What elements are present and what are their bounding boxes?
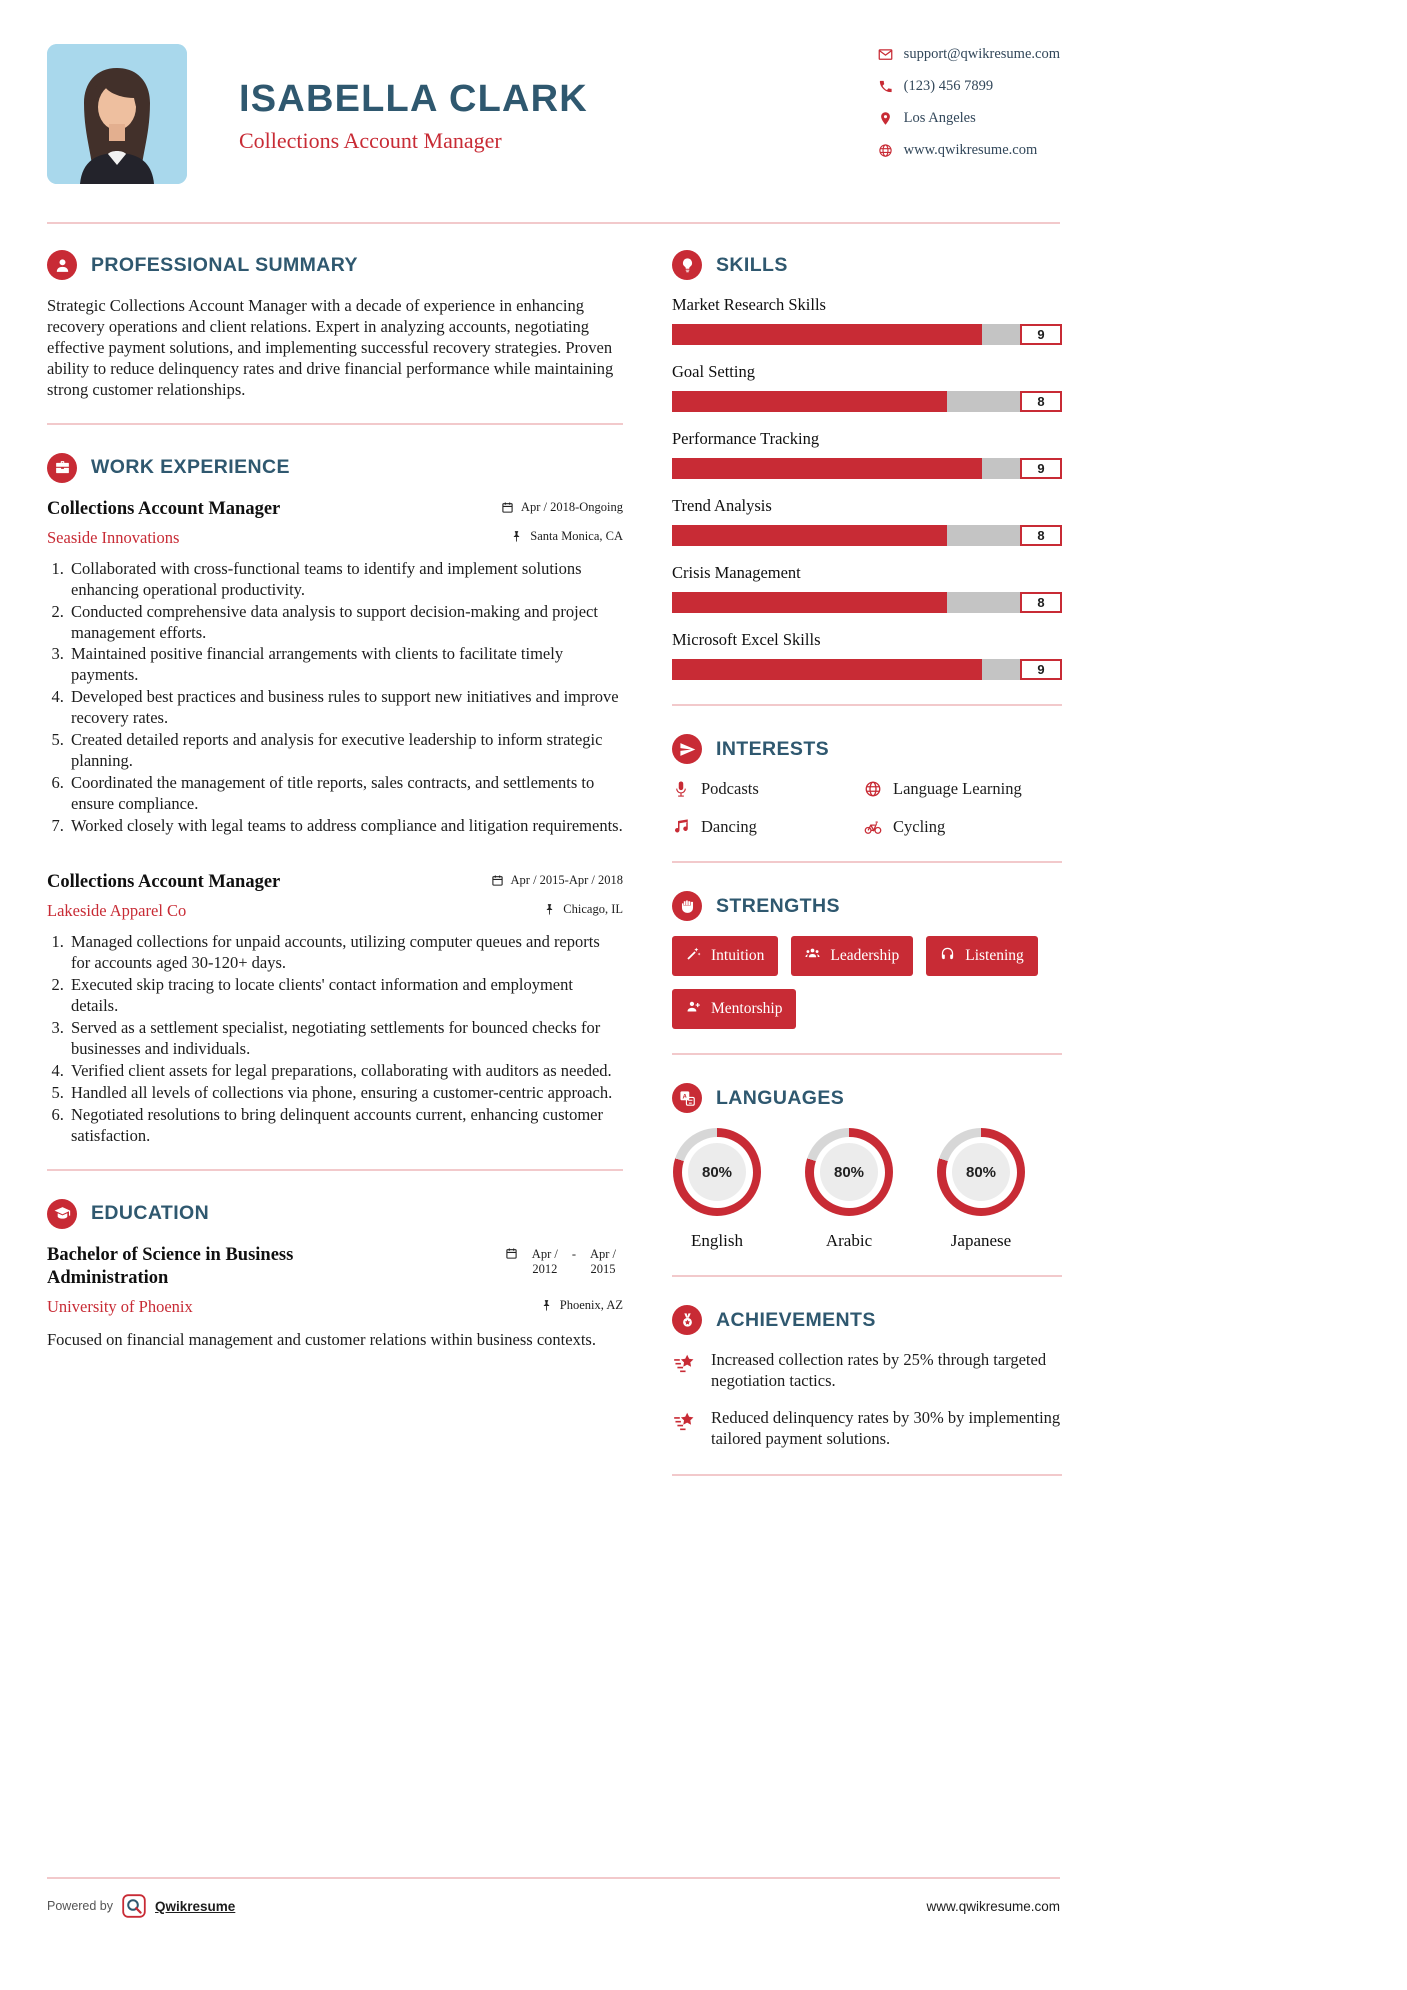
divider — [672, 1474, 1062, 1476]
job-bullet: 4. Verified client assets for legal preparations, collaborating with auditors as needed. — [68, 1061, 623, 1082]
contact-email-text: support@qwikresume.com — [903, 46, 1060, 62]
education-date-to: Apr / 2015 — [589, 1246, 617, 1276]
skill-name: Crisis Management — [672, 563, 801, 582]
job-bullet: 4. Developed best practices and business rules to support new initiatives and improve recovery rates. — [68, 687, 623, 729]
job-entry — [47, 498, 623, 838]
name-block — [239, 44, 588, 154]
contact-location-text: Los Angeles — [903, 110, 976, 126]
job-bullet: 5. Created detailed reports and analysis for executive leadership to inform strategic planning. — [68, 730, 623, 772]
footer — [47, 1877, 1060, 1918]
language-donut-chart — [805, 1128, 893, 1216]
achievement-item — [672, 1408, 1062, 1450]
job-location — [510, 529, 623, 544]
job-bullet: 1. Managed collections for unpaid accounts, utilizing computer queues and reports for accounts aged 30-120+ days. — [68, 932, 623, 974]
calendar-icon — [491, 874, 504, 887]
divider — [672, 704, 1062, 706]
summary-header — [47, 250, 623, 280]
strength-label: Intuition — [711, 947, 765, 964]
briefcase-icon — [47, 453, 77, 483]
skill-score-badge: 9 — [1020, 324, 1062, 345]
job-bullet: 1. Collaborated with cross-functional teams to identify and implement solutions enhancing operational productivity. — [68, 559, 623, 601]
globe-icon — [864, 780, 882, 798]
strength-chip — [672, 936, 778, 976]
job-bullet-list — [47, 559, 623, 837]
section-strengths — [672, 891, 1062, 1029]
job-bullet: 3. Served as a settlement specialist, negotiating settlements for bounced checks for businesses and individuals. — [68, 1018, 623, 1060]
section-education — [47, 1199, 623, 1350]
skill-bar — [672, 592, 1062, 613]
languages-list — [672, 1128, 1062, 1251]
candidate-title: Collections Account Manager — [239, 128, 502, 153]
left-column — [47, 250, 623, 1350]
bicycle-icon — [864, 818, 882, 836]
award-star-icon — [672, 1409, 698, 1435]
section-summary — [47, 250, 623, 401]
skills-heading: SKILLS — [716, 253, 788, 276]
education-school: University of Phoenix — [47, 1296, 193, 1316]
interest-label: Dancing — [701, 817, 757, 836]
header-divider — [47, 222, 1060, 224]
skill-name: Market Research Skills — [672, 295, 826, 314]
achievements-header — [672, 1305, 1062, 1335]
globe-icon — [878, 143, 893, 158]
skill-bar — [672, 391, 1062, 412]
strength-label: Mentorship — [711, 1000, 783, 1017]
strength-label: Listening — [965, 947, 1024, 964]
language-item — [804, 1128, 894, 1251]
language-donut-chart — [937, 1128, 1025, 1216]
section-achievements — [672, 1305, 1062, 1450]
interest-item — [672, 817, 864, 837]
job-bullet: 3. Maintained positive financial arrangements with clients to facilitate timely payments. — [68, 644, 623, 686]
language-name: English — [691, 1231, 743, 1250]
section-experience — [47, 453, 623, 1147]
job-location — [543, 902, 623, 917]
profile-photo-image — [47, 44, 187, 184]
contact-block — [878, 44, 1060, 159]
job-bullet-list — [47, 932, 623, 1147]
profile-photo — [47, 44, 187, 184]
strengths-heading: STRENGTHS — [716, 894, 840, 917]
job-dates — [491, 873, 624, 888]
svg-text:A: A — [682, 1092, 687, 1100]
pushpin-icon — [540, 1299, 553, 1312]
education-location-text: Phoenix, AZ — [559, 1297, 623, 1312]
achievement-text: Reduced delinquency rates by 30% by implementing tailored payment solutions. — [711, 1407, 1061, 1448]
job-company: Seaside Innovations — [47, 527, 180, 547]
strengths-header — [672, 891, 1062, 921]
language-name: Arabic — [825, 1231, 873, 1250]
date-separator: - — [571, 1246, 576, 1261]
strength-chip — [672, 989, 796, 1029]
skill-row — [672, 429, 1062, 479]
users-icon — [805, 946, 820, 966]
job-title: Collections Account Manager — [47, 498, 281, 519]
divider — [672, 1275, 1062, 1277]
job-location-text: Santa Monica, CA — [530, 528, 623, 543]
divider — [672, 861, 1062, 863]
language-item — [936, 1128, 1026, 1251]
summary-text: Strategic Collections Account Manager with a decade of experience in enhancing recovery operations and client relations. Expert in analyzing accounts, negotiating effective payment solutions, and implementing successful recovery strategies. Proven ability to reduce delinquency rates and drive financial performance while maintaining strong customer relationships. — [47, 296, 614, 400]
footer-divider — [47, 1877, 1060, 1879]
job-bullet: 5. Handled all levels of collections via phone, ensuring a customer-centric approach. — [68, 1083, 623, 1104]
contact-phone[interactable] — [878, 78, 1060, 95]
strengths-list — [672, 936, 1062, 1029]
calendar-icon — [505, 1247, 518, 1260]
achievement-text: Increased collection rates by 25% through targeted negotiation tactics. — [711, 1350, 1047, 1390]
interests-heading: INTERESTS — [716, 737, 830, 760]
experience-heading: WORK EXPERIENCE — [91, 456, 290, 479]
achievement-item — [672, 1350, 1062, 1392]
translate-icon — [672, 1083, 702, 1113]
phone-icon — [878, 79, 893, 94]
job-dates-text: Apr / 2018-Ongoing — [520, 499, 623, 514]
award-star-icon — [672, 1351, 698, 1377]
skill-bar-fill — [672, 659, 982, 680]
email-icon — [878, 47, 893, 62]
skill-bar-fill — [672, 592, 947, 613]
languages-heading: LANGUAGES — [716, 1086, 845, 1109]
summary-heading: PROFESSIONAL SUMMARY — [91, 253, 358, 276]
skill-name: Trend Analysis — [672, 496, 772, 515]
interests-list — [672, 779, 1062, 837]
interests-header — [672, 734, 1062, 764]
divider — [47, 1169, 623, 1171]
skill-row — [672, 563, 1062, 613]
education-date-from: Apr / 2012 — [531, 1246, 558, 1276]
qwikresume-logo-icon — [122, 1894, 146, 1918]
skill-name: Microsoft Excel Skills — [672, 630, 821, 649]
skill-score-badge: 8 — [1020, 525, 1062, 546]
interest-item — [864, 779, 1062, 799]
powered-by-block — [47, 1894, 235, 1918]
skills-header — [672, 250, 1062, 280]
magic-wand-icon — [686, 946, 701, 966]
contact-website-text: www.qwikresume.com — [903, 142, 1038, 158]
job-location-text: Chicago, IL — [563, 902, 623, 917]
content-columns — [47, 250, 1060, 1504]
skill-bar — [672, 458, 1062, 479]
fist-icon — [672, 891, 702, 921]
person-icon — [47, 250, 77, 280]
header — [47, 44, 1060, 184]
education-description: Focused on financial management and customer relations within business contexts. — [47, 1329, 596, 1349]
achievements-heading: ACHIEVEMENTS — [716, 1308, 876, 1331]
job-dates — [501, 500, 623, 515]
strength-label: Leadership — [830, 947, 900, 964]
graduation-cap-icon — [47, 1199, 77, 1229]
job-dates-text: Apr / 2015-Apr / 2018 — [510, 873, 623, 888]
interest-item — [864, 817, 1062, 837]
strength-chip — [791, 936, 913, 976]
divider — [47, 423, 623, 425]
language-donut-chart — [673, 1128, 761, 1216]
skill-name: Goal Setting — [672, 362, 755, 381]
qwikresume-link[interactable]: Qwikresume — [155, 1898, 236, 1914]
skill-row — [672, 362, 1062, 412]
skill-row — [672, 630, 1062, 680]
education-heading: EDUCATION — [91, 1202, 210, 1225]
pushpin-icon — [510, 530, 523, 543]
skill-row — [672, 496, 1062, 546]
education-degree: Bachelor of Science in Business Administration — [47, 1244, 294, 1288]
contact-location — [878, 110, 1060, 127]
job-bullet: 2. Executed skip tracing to locate clients' contact information and employment details. — [68, 975, 623, 1017]
job-title: Collections Account Manager — [47, 872, 281, 893]
languages-header — [672, 1083, 1062, 1113]
candidate-name: ISABELLA CLARK — [239, 78, 588, 120]
map-pin-icon — [878, 111, 893, 126]
microphone-icon — [672, 780, 690, 798]
language-name: Japanese — [950, 1231, 1012, 1250]
contact-email[interactable] — [878, 46, 1060, 63]
music-note-icon — [672, 818, 690, 836]
paper-plane-icon — [672, 734, 702, 764]
job-bullet: 2. Conducted comprehensive data analysis to support decision-making and project management efforts. — [68, 602, 623, 644]
lightbulb-icon — [672, 250, 702, 280]
contact-website[interactable] — [878, 142, 1060, 159]
skill-score-badge: 9 — [1020, 458, 1062, 479]
skill-bar-fill — [672, 458, 982, 479]
skill-bar-fill — [672, 391, 947, 412]
language-item — [672, 1128, 762, 1251]
interest-item — [672, 779, 864, 799]
job-company: Lakeside Apparel Co — [47, 901, 187, 921]
medal-icon — [672, 1305, 702, 1335]
job-bullet: 7. Worked closely with legal teams to address compliance and litigation requirements. — [68, 816, 623, 837]
skill-score-badge: 8 — [1020, 592, 1062, 613]
education-header — [47, 1199, 623, 1229]
interest-label: Podcasts — [701, 779, 759, 798]
skill-name: Performance Tracking — [672, 429, 820, 448]
interest-label: Cycling — [893, 817, 946, 836]
footer-website[interactable]: www.qwikresume.com — [926, 1898, 1060, 1914]
skill-bar — [672, 525, 1062, 546]
skill-bar — [672, 324, 1062, 345]
language-percent: 80% — [701, 1163, 733, 1181]
user-plus-icon — [686, 999, 701, 1019]
contact-phone-text: (123) 456 7899 — [903, 78, 994, 94]
skill-row — [672, 295, 1062, 345]
skill-bar-fill — [672, 324, 982, 345]
language-percent: 80% — [965, 1163, 997, 1181]
education-entry — [47, 1244, 623, 1350]
skill-bar-fill — [672, 525, 947, 546]
strength-chip — [926, 936, 1038, 976]
section-languages — [672, 1083, 1062, 1251]
job-bullet: 6. Negotiated resolutions to bring delinquent accounts current, enhancing customer satisfaction. — [68, 1105, 623, 1147]
experience-header — [47, 453, 623, 483]
education-location — [540, 1298, 623, 1313]
language-percent: 80% — [833, 1163, 865, 1181]
pushpin-icon — [543, 903, 556, 916]
calendar-icon — [501, 501, 514, 514]
section-interests — [672, 734, 1062, 837]
job-entry — [47, 871, 623, 1147]
right-column — [672, 250, 1062, 1504]
skill-score-badge: 9 — [1020, 659, 1062, 680]
job-bullet: 6. Coordinated the management of title reports, sales contracts, and settlements to ensure compliance. — [68, 773, 623, 815]
powered-by-label: Powered by — [47, 1899, 114, 1913]
skill-bar — [672, 659, 1062, 680]
interest-label: Language Learning — [893, 779, 1022, 798]
headphones-icon — [940, 946, 955, 966]
divider — [672, 1053, 1062, 1055]
skill-score-badge: 8 — [1020, 391, 1062, 412]
education-dates — [505, 1247, 623, 1277]
section-skills — [672, 250, 1062, 680]
